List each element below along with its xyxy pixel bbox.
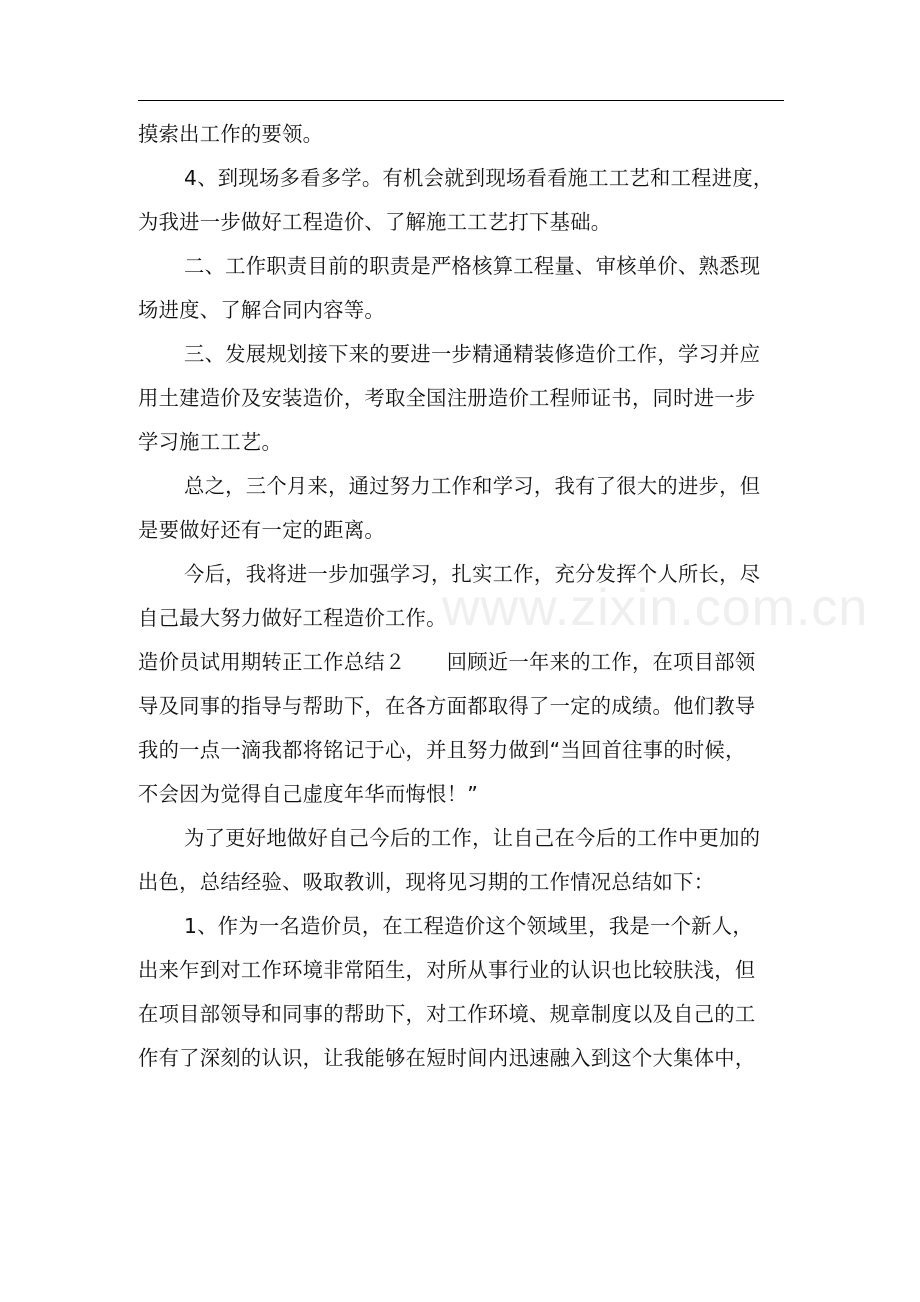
header-rule [138, 100, 784, 101]
text-line-11: 今后，我将进一步加强学习，扎实工作，充分发挥个人所长，尽 [184, 562, 761, 586]
text-line-10: 是要做好还有一定的距离。 [138, 518, 385, 542]
text-line-19: 1、作为一名造价员，在工程造价这个领域里，我是一个新人， [184, 914, 753, 938]
text-line-6: 三、发展规划接下来的要进一步精通精装修造价工作，学习并应 [184, 342, 761, 366]
text-line-14: 导及同事的指导与帮助下，在各方面都取得了一定的成绩。他们教导 [138, 694, 756, 718]
text-line-1: 摸索出工作的要领。 [138, 122, 324, 146]
text-line-2: 4、到现场多看多学。有机会就到现场看看施工工艺和工程进度， [184, 166, 774, 190]
text-line-12: 自己最大努力做好工程造价工作。 [138, 606, 447, 630]
text-line-9: 总之，三个月来，通过努力工作和学习，我有了很大的进步，但 [184, 474, 761, 498]
text-line-17: 为了更好地做好自己今后的工作，让自己在今后的工作中更加的 [184, 826, 761, 850]
text-line-5: 场进度、了解合同内容等。 [138, 298, 385, 322]
text-line-15: 我的一点一滴我都将铭记于心，并且努力做到“当回首往事的时候， [138, 738, 746, 762]
text-line-8: 学习施工工艺。 [138, 430, 283, 454]
text-line-20: 出来乍到对工作环境非常陌生，对所从事行业的认识也比较肤浅，但 [138, 958, 756, 982]
text-line-21: 在项目部领导和同事的帮助下，对工作环境、规章制度以及自己的工 [138, 1002, 756, 1026]
text-line-7: 用土建造价及安装造价，考取全国注册造价工程师证书，同时进一步 [138, 386, 756, 410]
text-line-18: 出色，总结经验、吸取教训，现将见习期的工作情况总结如下： [138, 870, 715, 894]
text-line-22: 作有了深刻的认识，让我能够在短时间内迅速融入到这个大集体中， [138, 1046, 756, 1070]
section-title-line: 造价员试用期转正工作总结２ 回顾近一年来的工作，在项目部领 [138, 650, 756, 674]
text-line-3: 为我进一步做好工程造价、了解施工工艺打下基础。 [138, 210, 612, 234]
watermark: www.zixin.com.cn [442, 579, 869, 637]
text-line-4: 二、工作职责目前的职责是严格核算工程量、审核单价、熟悉现 [184, 254, 761, 278]
text-line-16: 不会因为觉得自己虚度年华而悔恨！” [138, 782, 479, 806]
